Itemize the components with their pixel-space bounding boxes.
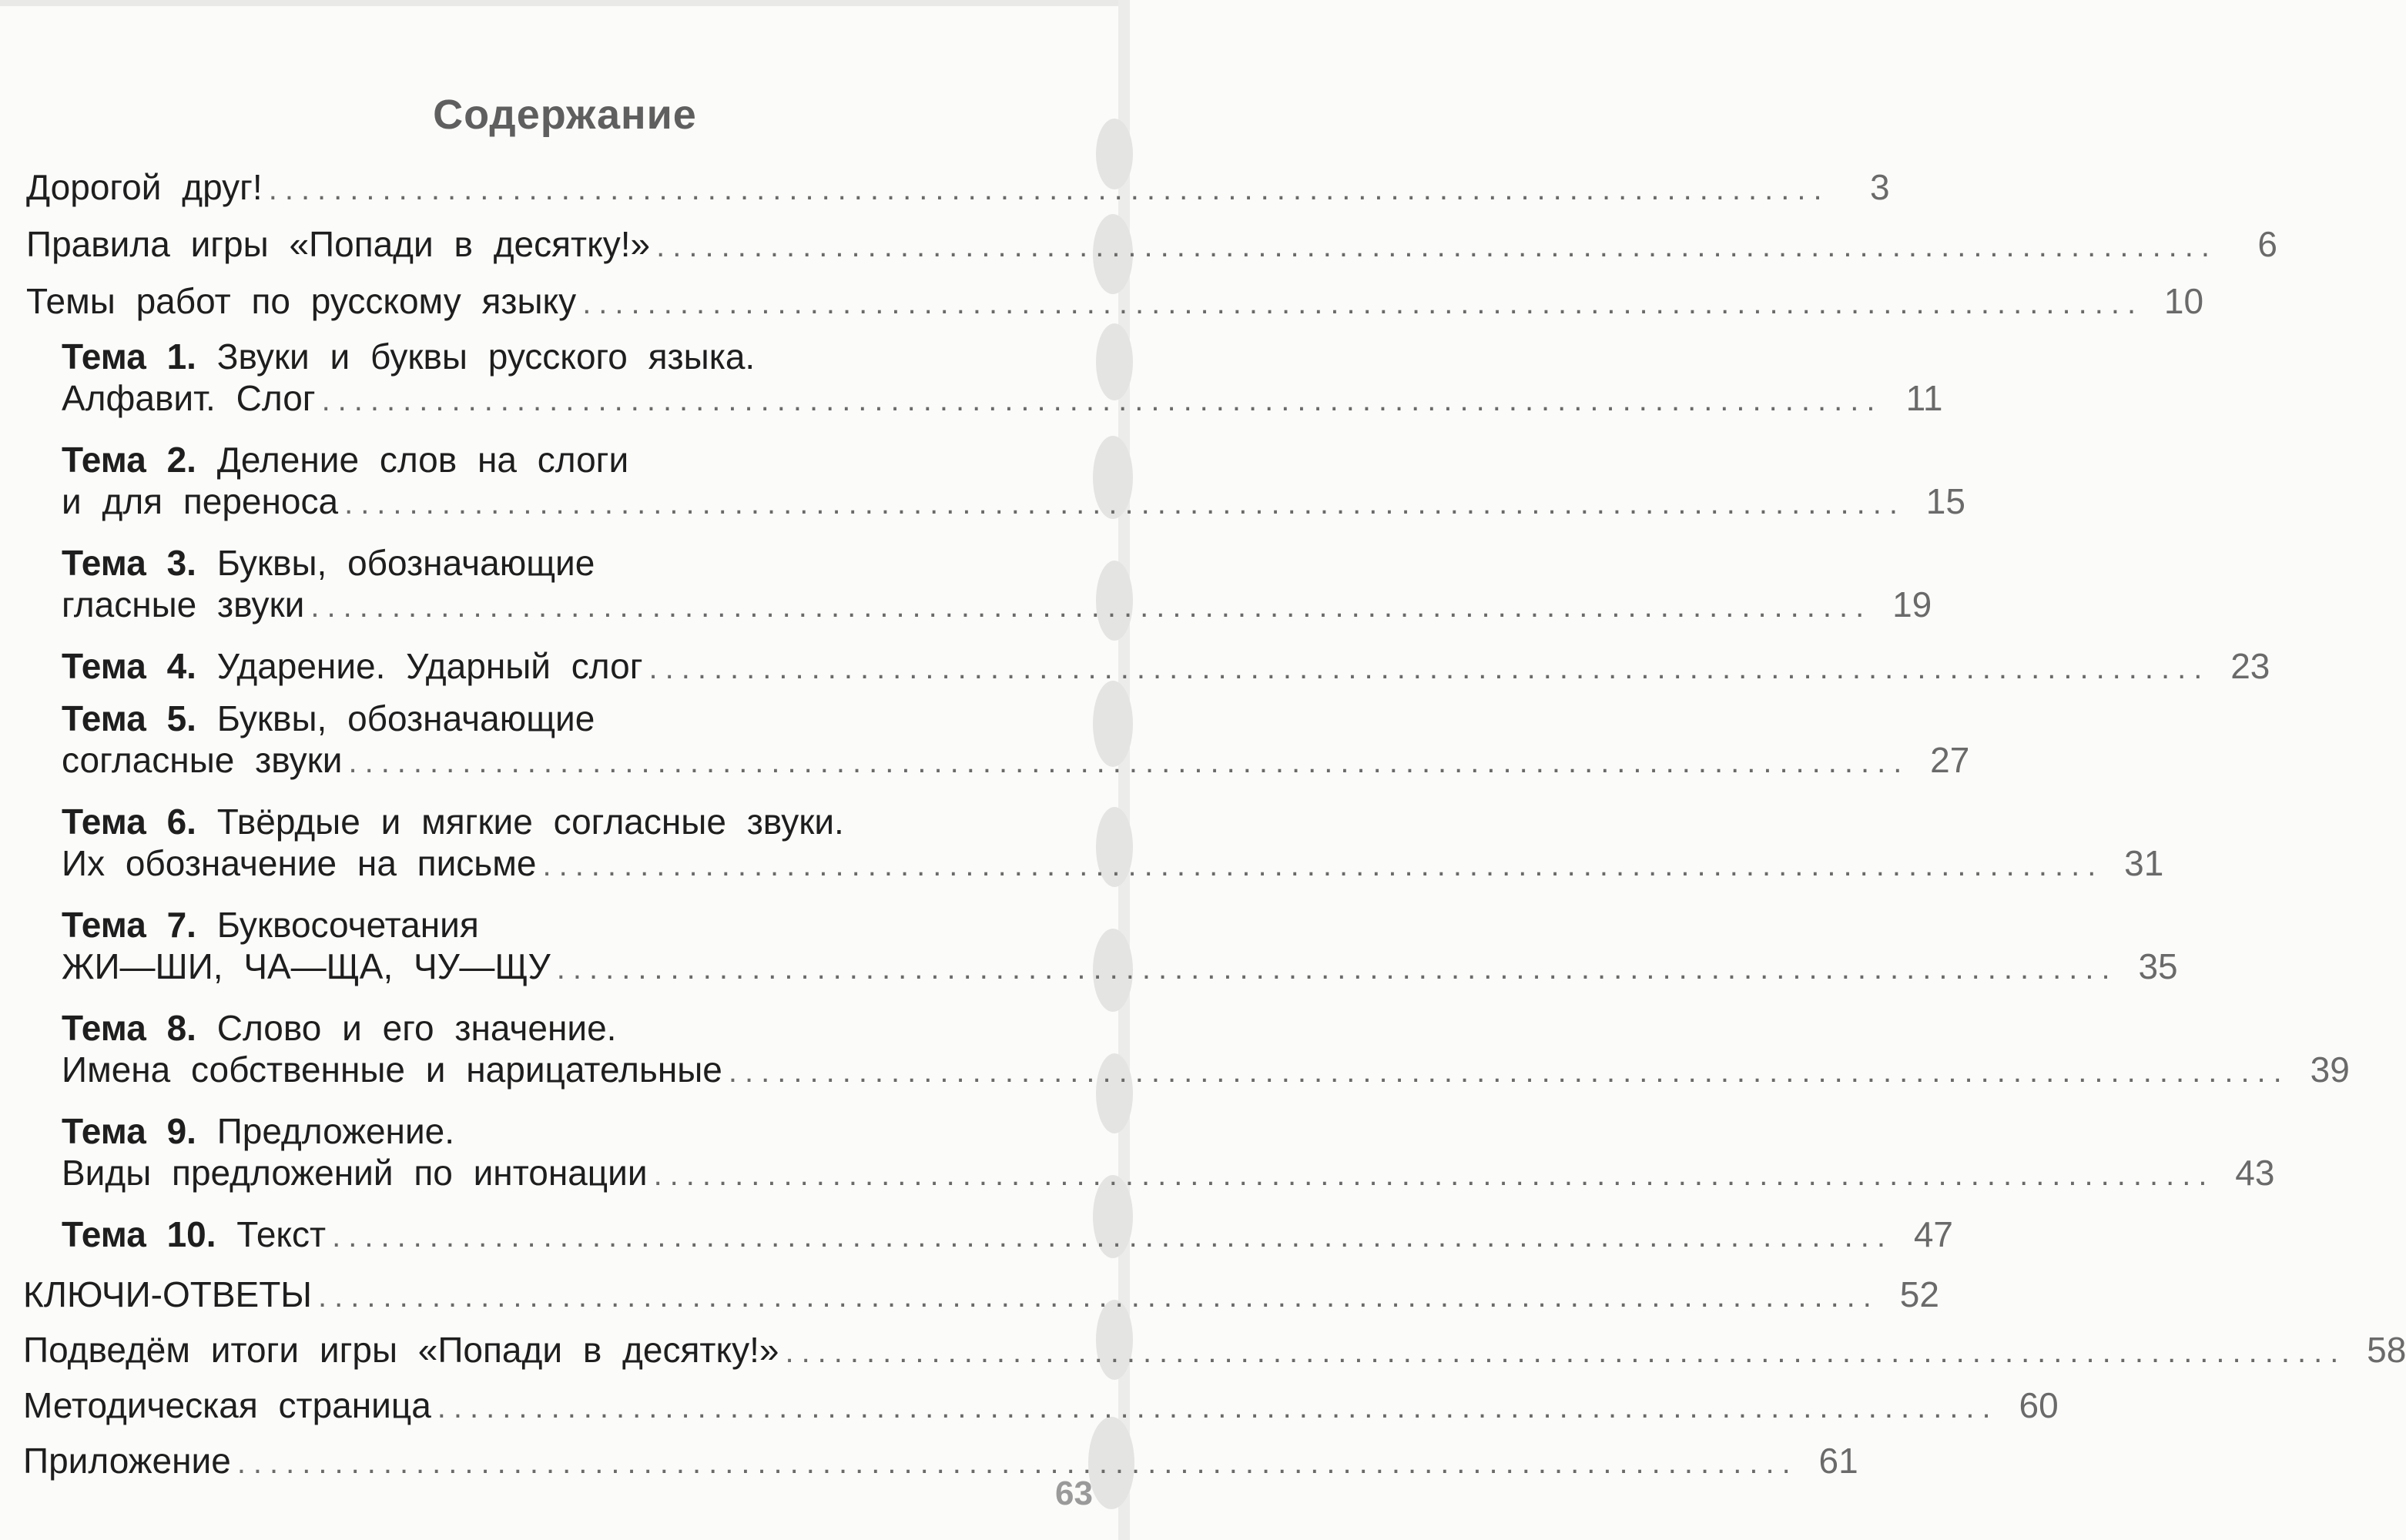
page-number: 63 bbox=[1055, 1475, 1093, 1512]
toc-entry bbox=[26, 166, 1890, 210]
dot-leader: ................................................................................................ bbox=[653, 1158, 2215, 1192]
toc-entry bbox=[26, 280, 2204, 324]
dot-leader: ................................................................................................ bbox=[556, 952, 2118, 986]
toc-entry bbox=[62, 1007, 2350, 1093]
dot-leader: ................................................................................................ bbox=[437, 1391, 1999, 1424]
entry-text: Виды предложений по интонации bbox=[62, 1153, 648, 1193]
page-number-ref: 52 bbox=[1899, 1274, 1939, 1314]
page-number-ref: 15 bbox=[1925, 481, 1965, 521]
entry-text: согласные звуки bbox=[62, 740, 343, 780]
entry-text: Правила игры «Попади в десятку!» bbox=[26, 224, 651, 264]
page-number-ref: 6 bbox=[2257, 224, 2278, 264]
page-number-ref: 10 bbox=[2163, 281, 2204, 321]
dot-leader: ................................................................................................ bbox=[582, 286, 2144, 320]
entry-text: Темы работ по русскому языку bbox=[26, 281, 577, 321]
dot-leader: ................................................................................................ bbox=[344, 487, 1905, 521]
page-number-ref: 58 bbox=[2367, 1330, 2406, 1370]
page-number-ref: 19 bbox=[1892, 584, 1932, 624]
entry-text: Предложение. bbox=[216, 1111, 455, 1151]
entry-text: Их обозначение на письме bbox=[62, 843, 537, 883]
dot-leader: ................................................................................................ bbox=[310, 590, 1872, 624]
toc-entry bbox=[62, 645, 2270, 689]
page-number-ref: 27 bbox=[1930, 740, 1970, 780]
dot-leader: ................................................................................................ bbox=[656, 229, 2218, 263]
entry-text: Приложение bbox=[23, 1441, 231, 1481]
topic-label: Тема 2. bbox=[62, 440, 196, 480]
toc-entry bbox=[62, 1214, 1953, 1257]
entry-text: Буквы, обозначающие bbox=[216, 698, 595, 738]
page-number-ref: 3 bbox=[1870, 167, 1890, 207]
toc-entry bbox=[62, 801, 2164, 886]
toc-entry bbox=[26, 223, 2278, 267]
page-number-ref: 31 bbox=[2124, 843, 2164, 883]
dot-leader: ................................................................................................ bbox=[348, 745, 1910, 779]
toc-entry bbox=[23, 1440, 1858, 1484]
page-number-ref: 47 bbox=[1913, 1214, 1953, 1254]
dot-leader: ................................................................................................ bbox=[318, 1280, 1879, 1314]
entry-text: Деление слов на слоги bbox=[216, 440, 629, 480]
toc-entry bbox=[62, 542, 1932, 628]
toc-entry bbox=[23, 1329, 2406, 1373]
entry-text: Текст bbox=[236, 1214, 327, 1254]
entry-text: Твёрдые и мягкие согласные звуки. bbox=[216, 802, 844, 842]
topic-label: Тема 3. bbox=[62, 543, 196, 583]
dot-leader: ................................................................................................ bbox=[236, 1446, 1798, 1480]
toc-entry bbox=[23, 1384, 2059, 1428]
entry-text: Подведём итоги игры «Попади в десятку!» bbox=[23, 1330, 779, 1370]
toc-entry bbox=[62, 698, 1970, 783]
page-title: Содержание bbox=[433, 92, 697, 138]
topic-label: Тема 4. bbox=[62, 646, 196, 686]
entry-text: Звуки и буквы русского языка. bbox=[216, 336, 756, 377]
toc-entry bbox=[62, 336, 1943, 421]
toc-entry bbox=[62, 904, 2178, 989]
dot-leader: ................................................................................................ bbox=[268, 172, 1830, 206]
page-number-ref: 61 bbox=[1818, 1441, 1858, 1481]
topic-label: Тема 9. bbox=[62, 1111, 196, 1151]
page-number-ref: 43 bbox=[2235, 1153, 2275, 1193]
toc-entry bbox=[62, 1110, 2275, 1196]
entry-text: Слово и его значение. bbox=[216, 1008, 617, 1048]
dot-leader: ................................................................................................ bbox=[542, 849, 2104, 882]
entry-text: Методическая страница bbox=[23, 1385, 431, 1425]
entry-text: Алфавит. Слог bbox=[62, 378, 316, 418]
topic-label: Тема 10. bbox=[62, 1214, 216, 1254]
entry-text: и для переноса bbox=[62, 481, 339, 521]
topic-label: Тема 7. bbox=[62, 905, 196, 945]
entry-text: Буквосочетания bbox=[216, 905, 479, 945]
page-number-ref: 60 bbox=[2019, 1385, 2059, 1425]
page-number-ref: 11 bbox=[1905, 378, 1943, 418]
page-number-ref: 23 bbox=[2230, 646, 2270, 686]
dot-leader: ................................................................................................ bbox=[648, 651, 2210, 685]
dot-leader: ................................................................................................ bbox=[728, 1055, 2290, 1089]
entry-text: Дорогой друг! bbox=[26, 167, 263, 207]
page-number-ref: 35 bbox=[2138, 946, 2178, 986]
entry-text: Буквы, обозначающие bbox=[216, 543, 595, 583]
page-number-ref: 39 bbox=[2310, 1050, 2350, 1090]
topic-label: Тема 6. bbox=[62, 802, 196, 842]
entry-text: ЖИ—ШИ, ЧА—ЩА, ЧУ—ЩУ bbox=[62, 946, 551, 986]
entry-text: Ударение. Ударный слог bbox=[216, 646, 643, 686]
dot-leader: ................................................................................................ bbox=[332, 1220, 1893, 1254]
entry-text: КЛЮЧИ-ОТВЕТЫ bbox=[23, 1274, 313, 1314]
toc-entry bbox=[23, 1274, 1939, 1317]
toc-entry bbox=[62, 439, 1965, 524]
topic-label: Тема 5. bbox=[62, 698, 196, 738]
topic-label: Тема 1. bbox=[62, 336, 196, 377]
dot-leader: ................................................................................................ bbox=[321, 383, 1883, 417]
entry-text: гласные звуки bbox=[62, 584, 305, 624]
dot-leader: ................................................................................................ bbox=[785, 1335, 2347, 1369]
topic-label: Тема 8. bbox=[62, 1008, 196, 1048]
entry-text: Имена собственные и нарицательные bbox=[62, 1050, 722, 1090]
